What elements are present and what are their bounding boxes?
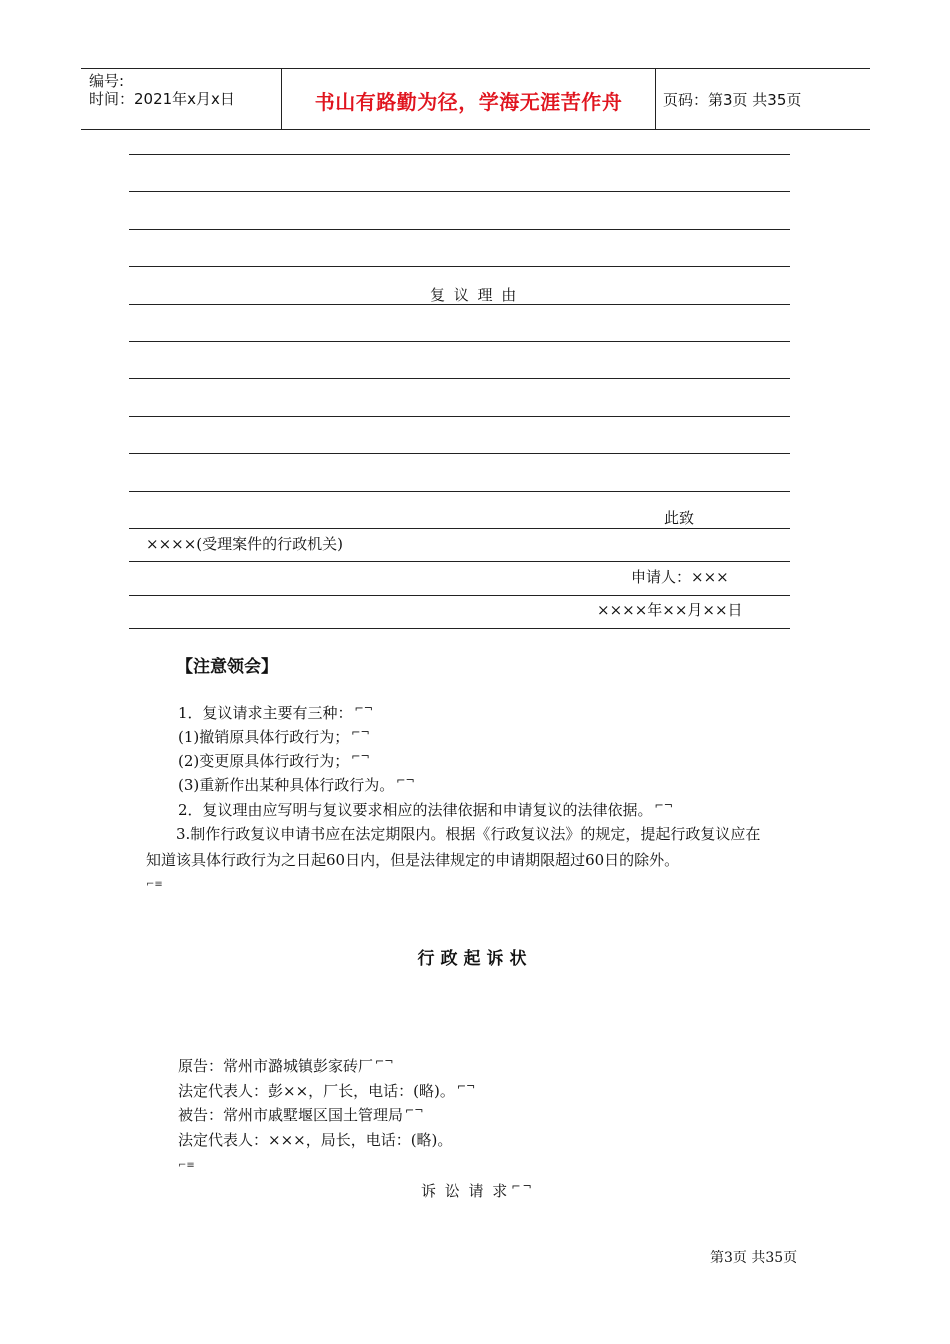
note-line: (2)变更原具体行政行为； ⌐¬	[178, 750, 370, 770]
form-line	[129, 416, 790, 417]
recipient-authority: ××××(受理案件的行政机关)	[146, 535, 343, 553]
serial-number-label: 编号:	[89, 72, 125, 90]
form-line	[129, 628, 790, 629]
footer-page-number: 第3页 共35页	[710, 1250, 798, 1266]
note-line: 3.制作行政复议申请书应在法定期限内。根据《行政复议法》的规定，提起行政复议应在	[176, 825, 761, 843]
paragraph-mark-icon: ⌐¬	[396, 774, 415, 787]
applicant-signature: 申请人：×××	[631, 568, 729, 586]
complaint-title: 行政起诉状	[417, 949, 533, 969]
section-break-icon: ⌐≡	[178, 1160, 195, 1171]
form-line	[129, 229, 790, 230]
date-label: 时间：2021年x月x日	[89, 90, 235, 108]
paragraph-mark-icon: ⌐¬	[654, 799, 673, 812]
claims-title: 诉 讼 请 求 ⌐¬	[421, 1180, 534, 1200]
complaint-line: 被告：常州市戚墅堰区国土管理局 ⌐¬	[178, 1104, 424, 1124]
closing-ci-zhi: 此致	[664, 509, 695, 527]
paragraph-mark-icon: ⌐¬	[351, 726, 370, 739]
form-line	[129, 595, 790, 596]
note-line: 2．复议理由应写明与复议要求相应的法律依据和申请复议的法律依据。 ⌐¬	[178, 799, 673, 819]
signature-date: ××××年××月××日	[597, 601, 743, 619]
form-line	[129, 561, 790, 562]
note-line: 1．复议请求主要有三种： ⌐¬	[178, 702, 373, 722]
header-motto-cell	[281, 69, 656, 129]
header-right-cell	[655, 69, 870, 129]
page-header	[81, 68, 870, 130]
note-line: (3)重新作出某种具体行政行为。 ⌐¬	[178, 774, 415, 794]
complaint-line: 法定代表人：×××，局长，电话：(略)。	[178, 1131, 453, 1149]
form-line	[129, 154, 790, 155]
paragraph-mark-icon: ⌐¬	[354, 702, 373, 715]
form-line	[129, 266, 790, 267]
note-line: 知道该具体行政行为之日起60日内，但是法律规定的申请期限超过60日的除外。	[146, 851, 680, 869]
paragraph-mark-icon: ⌐¬	[511, 1180, 534, 1193]
header-left-cell	[81, 69, 281, 129]
paragraph-mark-icon: ⌐¬	[351, 750, 370, 763]
reason-title: 复 议 理 由	[430, 286, 519, 304]
motto-text: 书山有路勤为径，学海无涯苦作舟	[314, 90, 623, 114]
form-line	[129, 453, 790, 454]
form-line	[129, 528, 790, 529]
notes-heading: 【注意领会】	[176, 657, 278, 677]
note-line: (1)撤销原具体行政行为； ⌐¬	[178, 726, 370, 746]
section-break-icon: ⌐≡	[146, 879, 163, 890]
form-line	[129, 341, 790, 342]
paragraph-mark-icon: ⌐¬	[375, 1055, 394, 1068]
complaint-line: 法定代表人：彭××，厂长，电话：(略)。 ⌐¬	[178, 1080, 476, 1100]
form-line	[129, 378, 790, 379]
header-page-number: 页码：第3页 共35页	[663, 91, 802, 109]
paragraph-mark-icon: ⌐¬	[456, 1080, 476, 1093]
form-line	[129, 491, 790, 492]
form-line	[129, 304, 790, 305]
paragraph-mark-icon: ⌐¬	[405, 1104, 424, 1117]
complaint-line: 原告：常州市潞城镇彭家砖厂 ⌐¬	[178, 1055, 394, 1075]
form-line	[129, 191, 790, 192]
